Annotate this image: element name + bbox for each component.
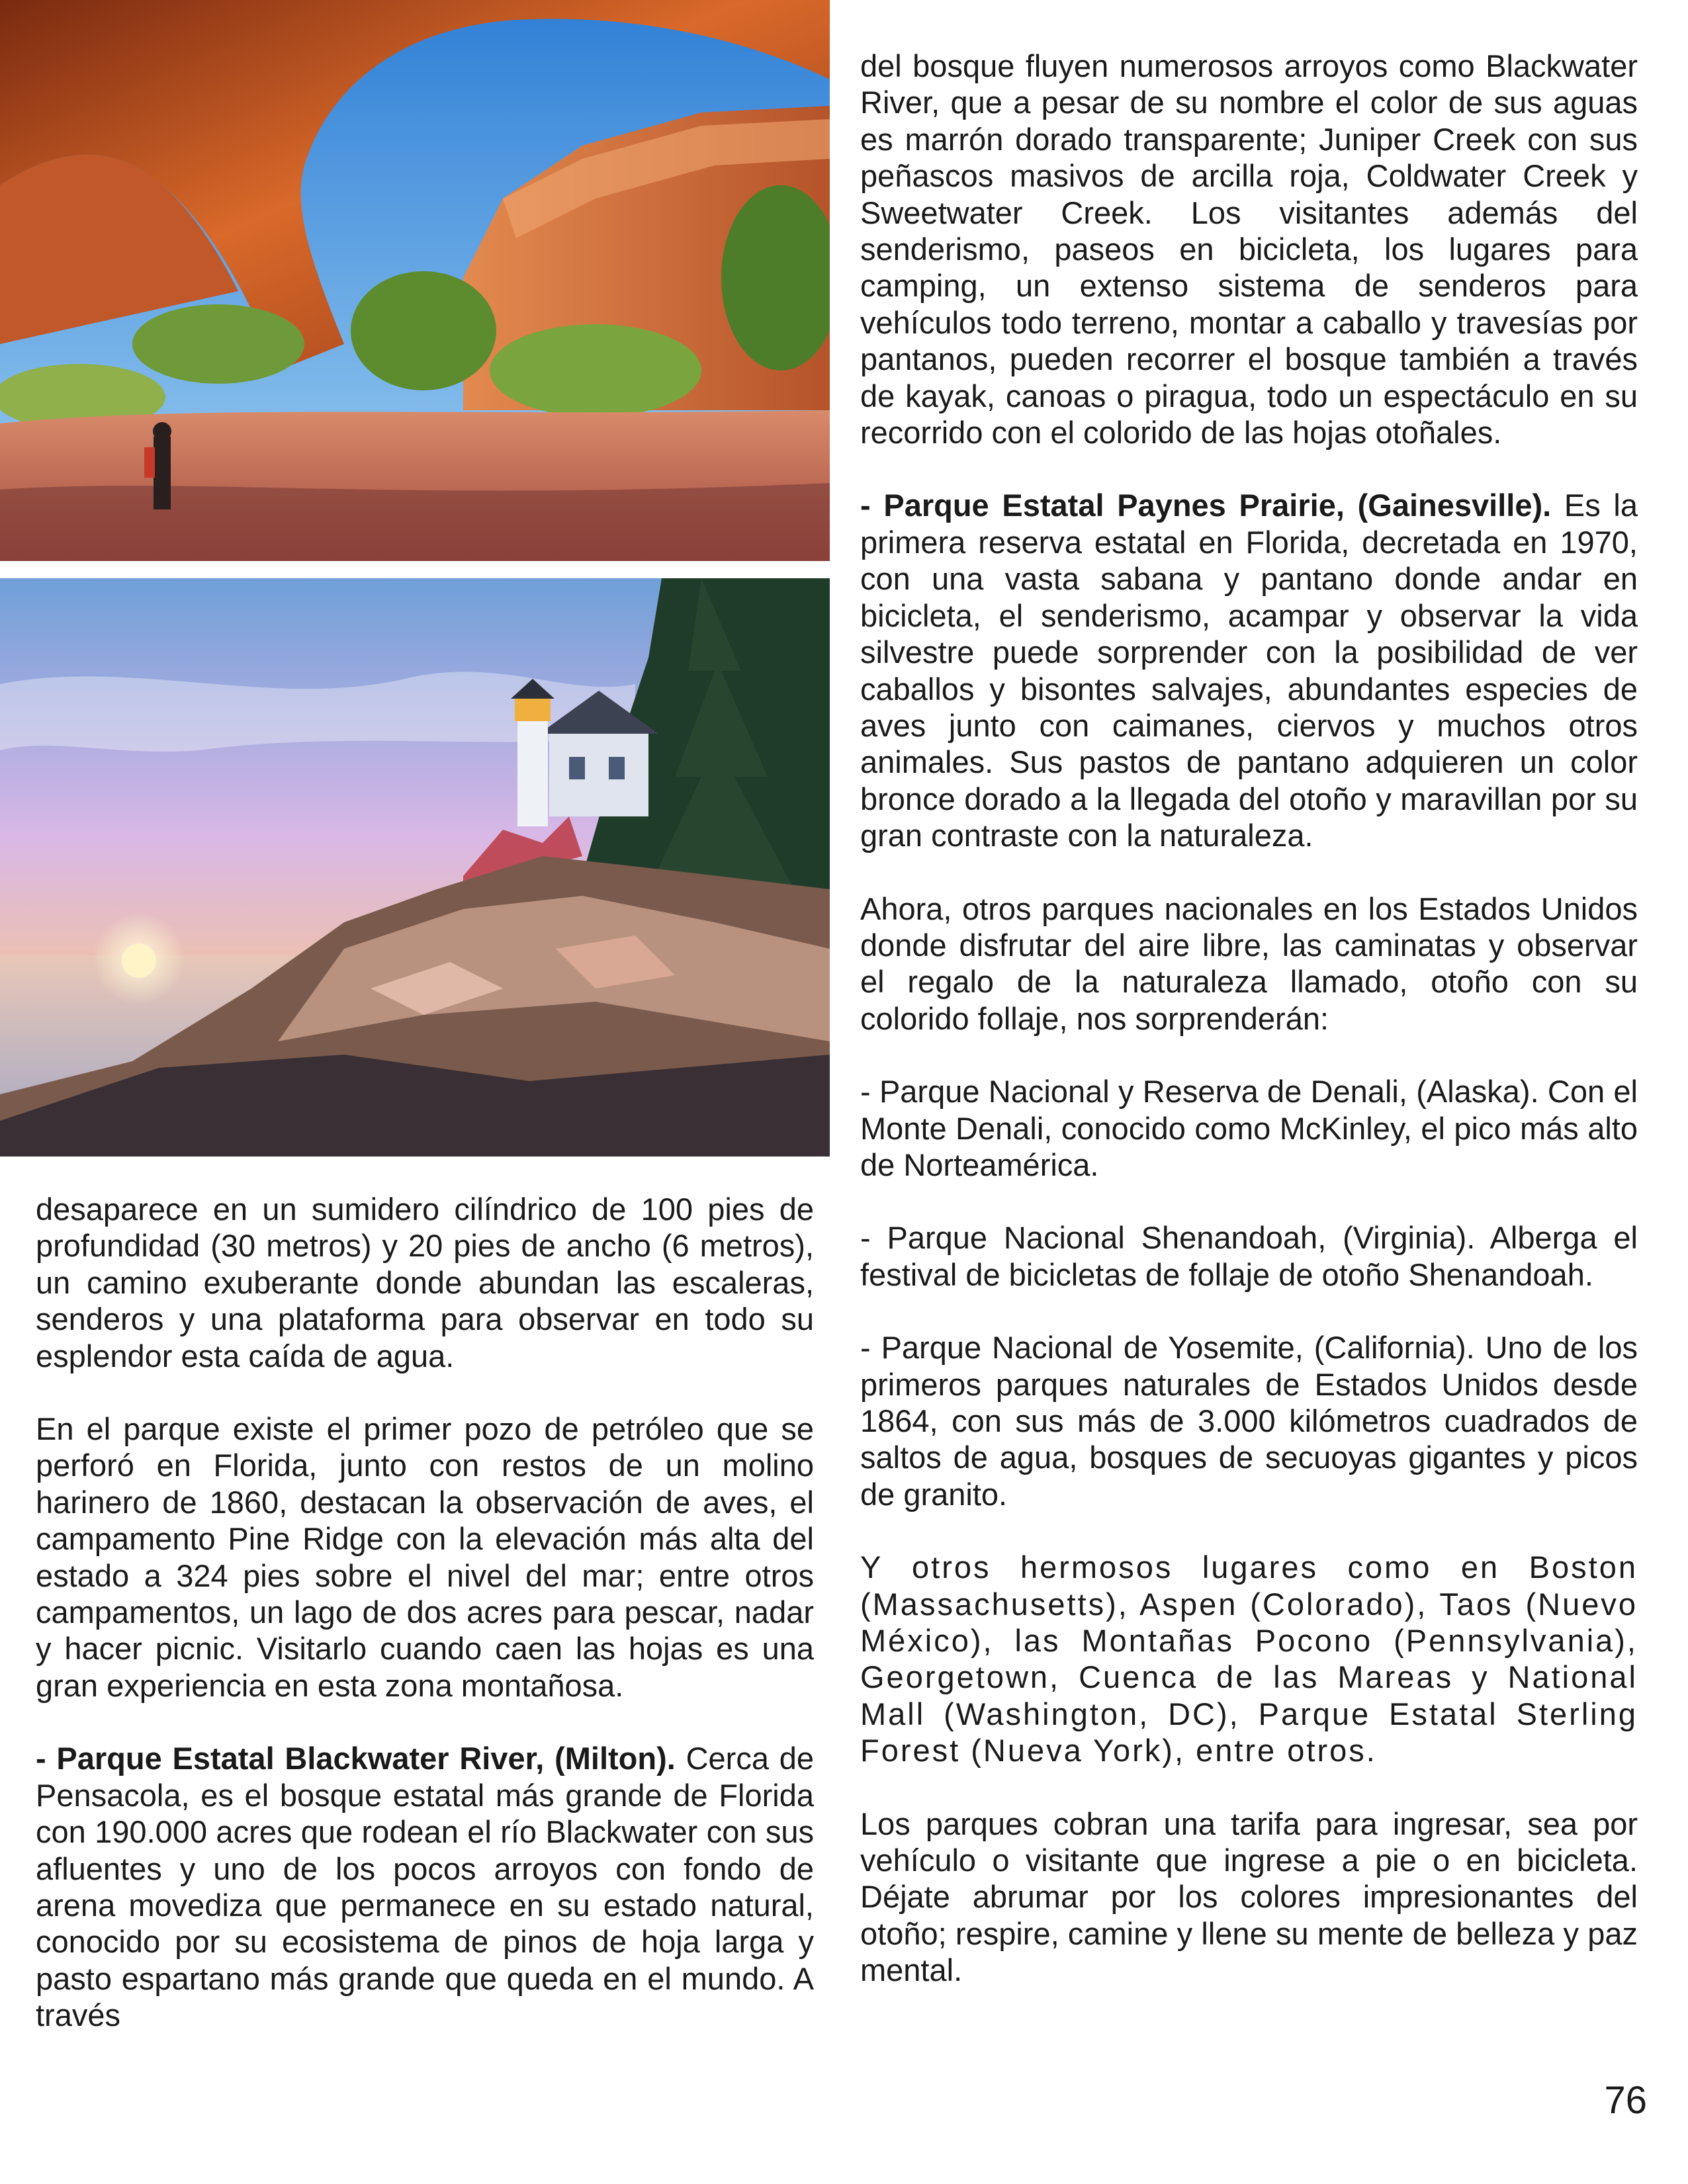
paragraph-other-parks-intro: Ahora, otros parques nacionales en los Estados Unidos donde disfrutar del aire libre, las caminatas y observar el regalo de la naturaleza llamado, otoño con su colorido follaje, nos sorprenderán: [860,891,1638,1036]
paragraph-denali: - Parque Nacional y Reserva de Denali, (Alaska). Con el Monte Denali, conocido como McKinley, el pico más alto de Norteamérica. [860,1074,1638,1182]
blackwater-river-body: Cerca de Pensacola, es el bosque estatal más grande de Florida con 190.000 acres que rodean el río Blackwater con sus afluentes y uno de los pocos arroyos con fondo de arena movediza que permanece en su estado natural, conocido por su ecosistema de pinos de hoja larga y pasto espartano más grande que queda en el mundo. A través [36,1741,814,2033]
paragraph-fees-closing: Los parques cobran una tarifa para ingresar, sea por vehículo o visitante que ingrese a pie o en bicicleta. Déjate abrumar por los colores impresionantes del otoño; respire, camine y llene su mente de belleza y paz mental. [860,1806,1638,1988]
canyon-arch-photo [0,0,830,561]
paragraph-other-places: Y otros hermosos lugares como en Boston (Massachusetts), Aspen (Colorado), Taos (Nuevo México), las Montañas Pocono (Pennsylvania), Georgetown, Cuenca de las Mareas y National Mall (Washington, DC), Parque Estatal Sterling Forest (Nueva York), entre otros. [860,1550,1638,1769]
paynes-prairie-heading: - Parque Estatal Paynes Prairie, (Gainesville). [860,488,1552,523]
paragraph-paynes-prairie [860,487,1638,853]
paragraph-yosemite: - Parque Nacional de Yosemite, (California). Uno de los primeros parques naturales de Estados Unidos desde 1864, con sus más de 3.000 kilómetros cuadrados de saltos de agua, bosques de secuoyas gigantes y picos de granito. [860,1330,1638,1512]
paragraph-sinkhole: desaparece en un sumidero cilíndrico de 100 pies de profundidad (30 metros) y 20 pies de ancho (6 metros), un camino exuberante donde abundan las escaleras, senderos y una plataforma para observar en todo su esplendor esta caída de agua. [36,1192,814,1374]
paragraph-blackwater-river [36,1740,814,2033]
page-number: 76 [1604,2079,1647,2122]
left-text-column [36,1191,814,2070]
right-text-column [860,48,1638,2025]
blackwater-river-heading: - Parque Estatal Blackwater River, (Milton). [36,1741,676,1776]
paragraph-blackwater-continued: del bosque fluyen numerosos arroyos como Blackwater River, que a pesar de su nombre el color de sus aguas es marrón dorado transparente; Juniper Creek con sus peñascos masivos de arcilla roja, Coldwater Creek y Sweetwater Creek. Los visitantes además del senderismo, paseos en bicicleta, los lugares para camping, un extenso sistema de senderos para vehículos todo terreno, montar a caballo y travesías por pantanos, pueden recorrer el bosque también a través de kayak, canoas o piragua, todo un espectáculo en su recorrido con el colorido de las hojas otoñales. [860,48,1638,451]
lighthouse-sunset-photo [0,578,830,1157]
paragraph-shenandoah: - Parque Nacional Shenandoah, (Virginia). Alberga el festival de bicicletas de follaje de otoño Shenandoah. [860,1220,1638,1292]
paragraph-oil-well: En el parque existe el primer pozo de petróleo que se perforó en Florida, junto con restos de un molino harinero de 1860, destacan la observación de aves, el campamento Pine Ridge con la elevación más alta del estado a 324 pies sobre el nivel del mar; entre otros campamentos, un lago de dos acres para pescar, nadar y hacer picnic. Visitarlo cuando caen las hojas es una gran experiencia en esta zona montañosa. [36,1411,814,1703]
paynes-prairie-body: Es la primera reserva estatal en Florida, decretada en 1970, con una vasta sabana y pantano donde andar en bicicleta, el senderismo, acampar y observar la vida silvestre puede sorprender con la posibilidad de ver caballos y bisontes salvajes, abundantes especies de aves junto con caimanes, ciervos y muchos otros animales. Sus pastos de pantano adquieren un color bronce dorado a la llegada del otoño y maravillan por su gran contraste con la naturaleza. [860,488,1638,853]
